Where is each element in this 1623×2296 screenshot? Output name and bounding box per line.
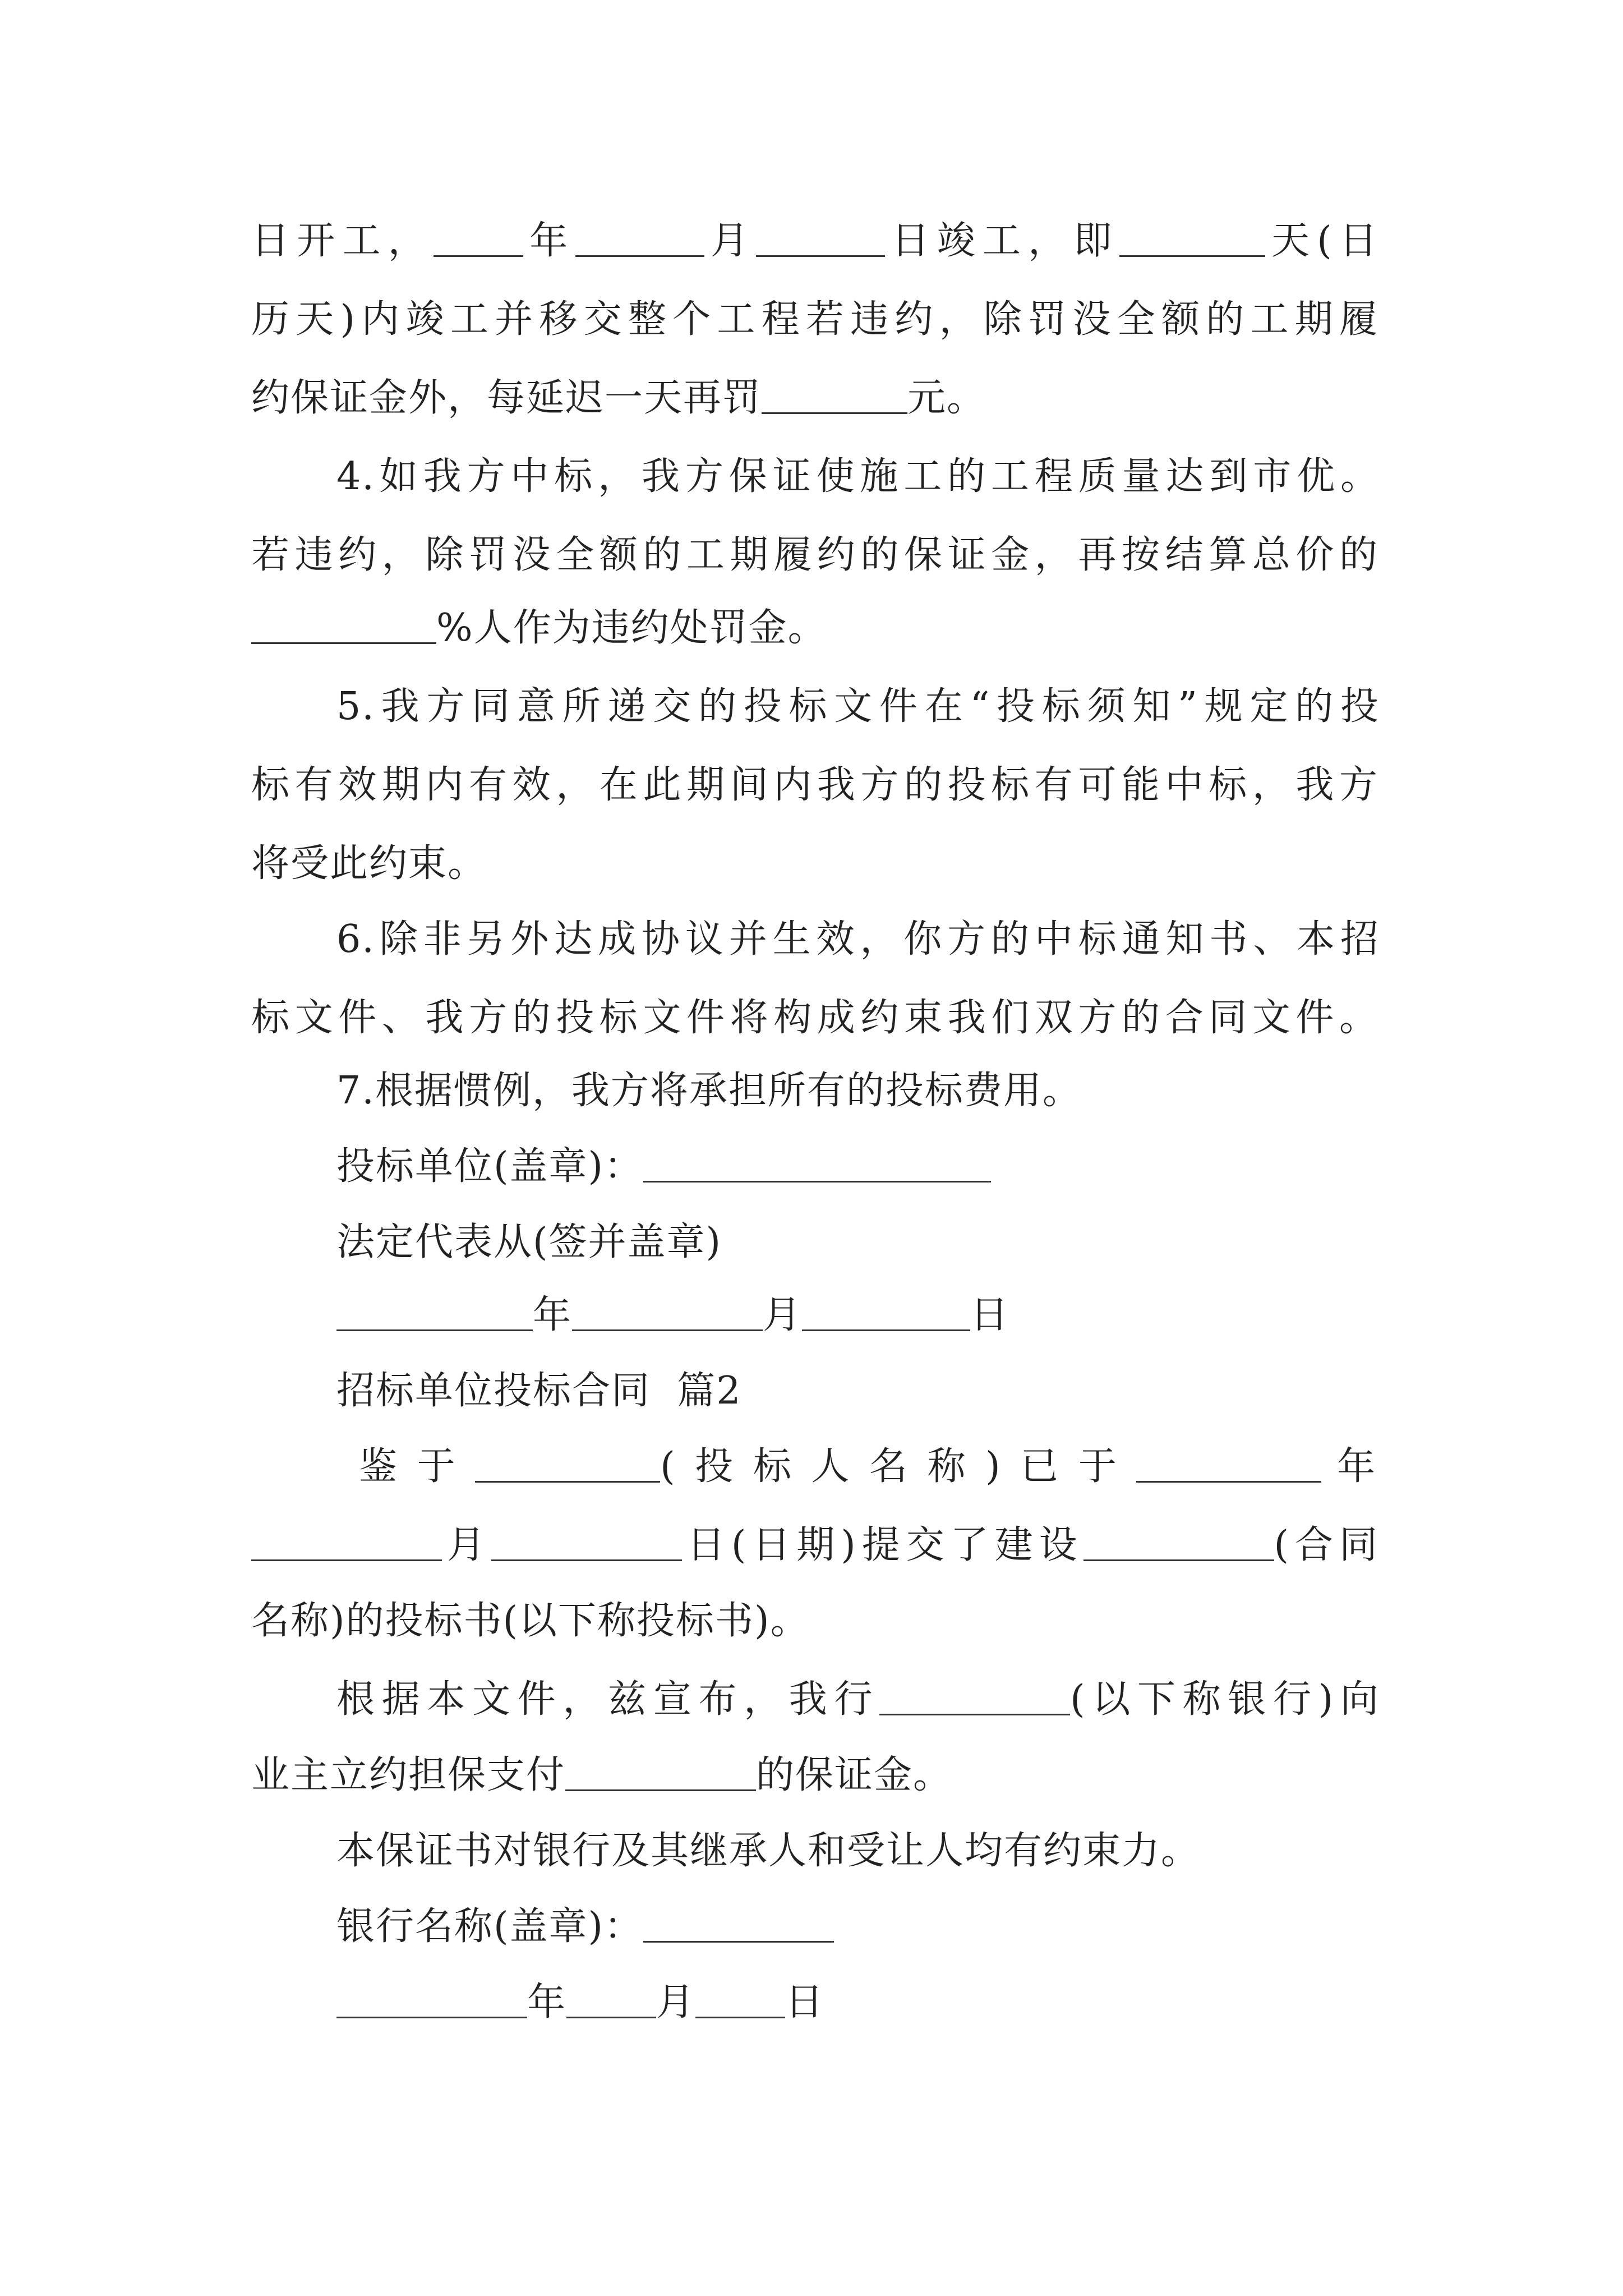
blank-day[interactable]: [802, 1294, 970, 1331]
guarantee-line-2: [251, 1517, 1378, 1573]
blank-percent[interactable]: [251, 606, 436, 644]
text: 年: [523, 219, 575, 263]
text: 月: [704, 219, 757, 263]
text: (投标人名称)已于: [660, 1444, 1137, 1489]
guarantee-line-3: 名称)的投标书(以下称投标书)。: [251, 1599, 810, 1643]
blank-bank[interactable]: [879, 1678, 1070, 1715]
blank-day[interactable]: [695, 1981, 785, 2018]
blank-contract[interactable]: [1083, 1524, 1274, 1561]
item6-line-2: 标文件、我方的投标文件将构成约束我们双方的合同文件。: [251, 996, 1378, 1040]
blank-bidder-name[interactable]: [475, 1445, 660, 1483]
label: 投标单位(盖章)：: [336, 1144, 644, 1189]
text: %人作为违约处罚金。: [436, 606, 827, 650]
blank-penalty[interactable]: [762, 376, 907, 414]
text: 月: [763, 1293, 803, 1337]
text: 日: [785, 1980, 825, 2024]
text: 元。: [907, 376, 986, 420]
text: 约保证金外，每延迟一天再罚: [251, 376, 762, 420]
item5-line-3: 将受此约束。: [251, 841, 487, 886]
blank-month[interactable]: [575, 219, 704, 257]
p3-line-1: [251, 213, 1378, 269]
bid-unit-field[interactable]: [643, 1145, 991, 1182]
item7: 7.根据惯例，我方将承担所有的投标费用。: [336, 1069, 1082, 1113]
declaration-line-1: [336, 1672, 1380, 1728]
blank-year[interactable]: [434, 219, 523, 257]
date-line-2: [336, 1975, 1380, 2031]
blank-days[interactable]: [1119, 219, 1265, 257]
text: 年: [1321, 1444, 1380, 1489]
p3-line-2: 历天)内竣工并移交整个工程若违约，除罚没全额的工期履: [251, 297, 1378, 342]
text: 年: [527, 1980, 567, 2024]
text: (合同: [1274, 1523, 1378, 1567]
binding-statement: 本保证书对银行及其继承人和受让人均有约束力。: [336, 1829, 1201, 1873]
text: 业主立约担保支付: [251, 1753, 566, 1797]
text: 日竣工，即: [885, 219, 1119, 263]
section-title: 招标单位投标合同 篇2: [336, 1369, 742, 1413]
blank-day[interactable]: [756, 219, 885, 257]
blank-year[interactable]: [336, 1294, 533, 1331]
text: 天(日: [1265, 219, 1378, 263]
label: 银行名称(盖章)：: [336, 1904, 644, 1949]
blank-month[interactable]: [572, 1294, 763, 1331]
text: 月: [656, 1980, 696, 2024]
item4-line-3: [251, 600, 1378, 656]
legal-rep-line: 法定代表从(签并盖章): [336, 1220, 722, 1264]
blank-day[interactable]: [491, 1524, 682, 1561]
declaration-line-2: [251, 1747, 1378, 1803]
item4-line-1: 4.如我方中标，我方保证使施工的工程质量达到市优。: [336, 454, 1380, 499]
bank-name-line: [336, 1899, 1380, 1955]
text: 日开工，: [251, 219, 434, 263]
text: 根据本文件，兹宣布，我行: [336, 1677, 880, 1722]
item5-line-1: 5.我方同意所递交的投标文件在“投标须知”规定的投: [336, 684, 1380, 729]
text: 的保证金。: [756, 1753, 953, 1797]
text: 鉴于: [359, 1444, 476, 1489]
text: 月: [442, 1523, 491, 1567]
blank-amount[interactable]: [565, 1754, 756, 1791]
item5-line-2: 标有效期内有效，在此期间内我方的投标有可能中标，我方: [251, 763, 1378, 807]
text: (以下称银行)向: [1070, 1677, 1380, 1722]
text: 日(日期)提交了建设: [681, 1523, 1083, 1567]
bank-name-field[interactable]: [643, 1905, 834, 1943]
text: 日: [970, 1293, 1010, 1337]
blank-month[interactable]: [566, 1981, 656, 2018]
date-line-1: [336, 1287, 1380, 1343]
blank-year[interactable]: [1136, 1445, 1321, 1483]
item4-line-2: 若违约，除罚没全额的工期履约的保证金，再按结算总价的: [251, 533, 1378, 577]
bid-unit-line: [336, 1139, 1380, 1195]
blank-month[interactable]: [251, 1524, 442, 1561]
p3-line-3: [251, 370, 1378, 426]
text: 年: [533, 1293, 573, 1337]
guarantee-line-1: [359, 1439, 1380, 1495]
blank-year[interactable]: [336, 1981, 527, 2018]
item6-line-1: 6.除非另外达成协议并生效，你方的中标通知书、本招: [336, 917, 1380, 961]
